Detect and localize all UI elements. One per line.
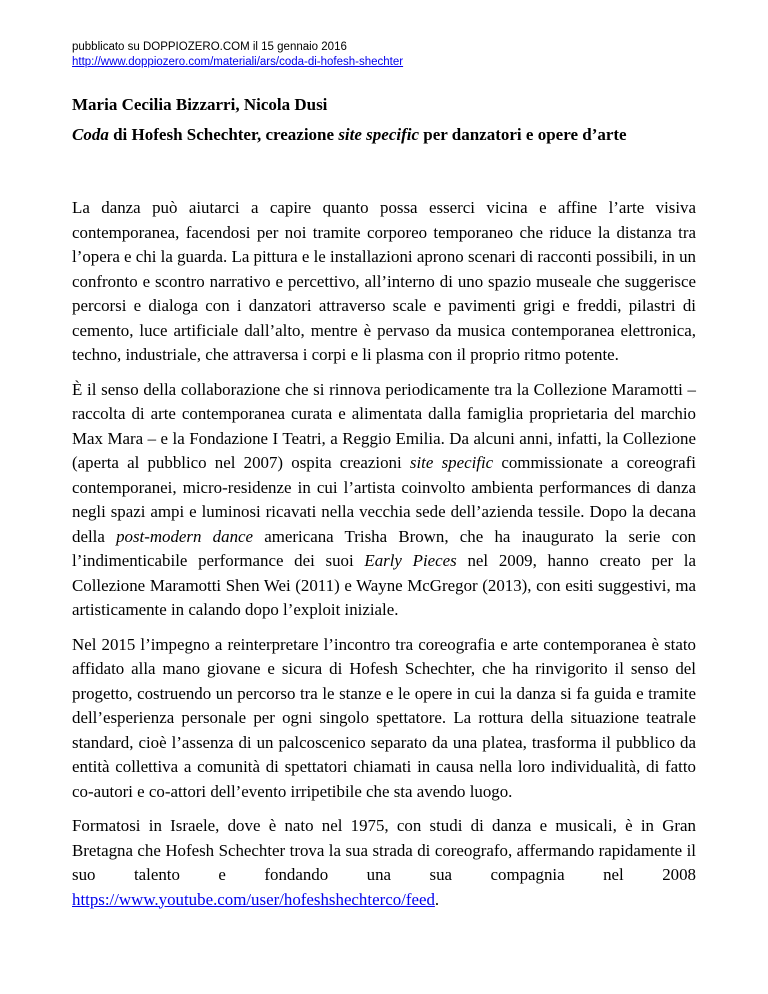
- title-text-1: di Hofesh Schechter, creazione: [108, 125, 339, 144]
- p4-text: Formatosi in Israele, dove è nato nel 1975, con studi di danza e musicali, è in Gran Bretagna che Hofesh Schechter trova la sua strada di coreografo, affermando rapidamente il suo talento e fondando una sua compagnia nel 2008: [72, 816, 696, 884]
- authors: Maria Cecilia Bizzarri, Nicola Dusi: [72, 95, 328, 114]
- p2-text-a: È il senso della collaborazione che si rinnova periodicamente tra la Collezione Maramotti – raccolta di arte contemporanea curata e alimentata dalla famiglia proprietaria del marchio Max Mara – e la Fondazione I Teatri, a Reggio Emilia. Da alcuni anni, infatti, la Collezione (aperta al pubblico nel 2007) ospita creazioni: [72, 379, 696, 472]
- paragraph-4: [72, 814, 696, 912]
- paragraph-2: [72, 378, 696, 623]
- article-body: [72, 196, 696, 922]
- article-title: [72, 124, 712, 146]
- title-italic-coda: Coda: [72, 125, 109, 144]
- p4-end: .: [434, 889, 440, 909]
- p2-text-c: commissionate a coreografi contemporanei, micro-residenze in cui l’artista coinvolto ambienta performances di danza negli spazi ampi e luminosi ricavati nella vecchia sede dell’azienda tessile. Dopo la decana della: [72, 453, 696, 546]
- youtube-link[interactable]: https://www.youtube.com/user/hofeshshechterco/feed: [72, 889, 435, 909]
- p2-text-e: americana Trisha Brown, che ha inaugurato la serie con l’indimenticabile performance dei suoi: [72, 526, 696, 570]
- p2-italic-early-pieces: Early Pieces: [364, 551, 457, 570]
- source-url-link[interactable]: http://www.doppiozero.com/materiali/ars/coda-di-hofesh-shechter: [72, 56, 404, 68]
- p2-italic-site-specific: site specific: [409, 453, 494, 472]
- publication-note: pubblicato su DOPPIOZERO.COM il 15 gennaio 2016: [72, 41, 347, 53]
- title-text-2: per danzatori e opere d’arte: [419, 125, 627, 144]
- paragraph-1: La danza può aiutarci a capire quanto possa esserci vicina e affine l’arte visiva contemporanea, facendosi per noi tramite corporeo temporaneo che riduce la distanza tra l’opera e chi la guarda. La pittura e le installazioni aprono scenari di racconti possibili, in un confronto e scontro narrativo e percettivo, all’interno di uno spazio museale che suggerisce percorsi e dialoga con i danzatori attraverso scale e pavimenti grigi e freddi, pilastri di cemento, luce artificiale dall’alto, mentre è pervaso da musica contemporanea elettronica, techno, industriale, che attraversa i corpi e li plasma con il proprio ritmo potente.: [72, 198, 696, 364]
- title-italic-site-specific: site specific: [338, 125, 420, 144]
- paragraph-3: Nel 2015 l’impegno a reinterpretare l’incontro tra coreografia e arte contemporanea è stato affidato alla mano giovane e sicura di Hofesh Schechter, che ha rinvigorito il senso del progetto, costruendo un percorso tra le stanze e le opere in cui la danza si fa guida e tramite dell’esperienza personale per ogni singolo spettatore. La rottura della situazione teatrale standard, cioè l’assenza di un palcoscenico separato da una platea, trasforma il pubblico da entità collettiva a comunità di spettatori chiamati in causa nella loro individualità, di fatto co-autori e co-attori dell’evento irripetibile che sta avendo luogo.: [72, 634, 696, 801]
- p2-text-g: nel 2009, hanno creato per la Collezione Maramotti Shen Wei (2011) e Wayne McGregor (2013), con esiti suggestivi, ma artisticamente in calando dopo l’exploit iniziale.: [72, 551, 696, 619]
- p2-italic-post-modern-dance: post-modern dance: [116, 526, 254, 546]
